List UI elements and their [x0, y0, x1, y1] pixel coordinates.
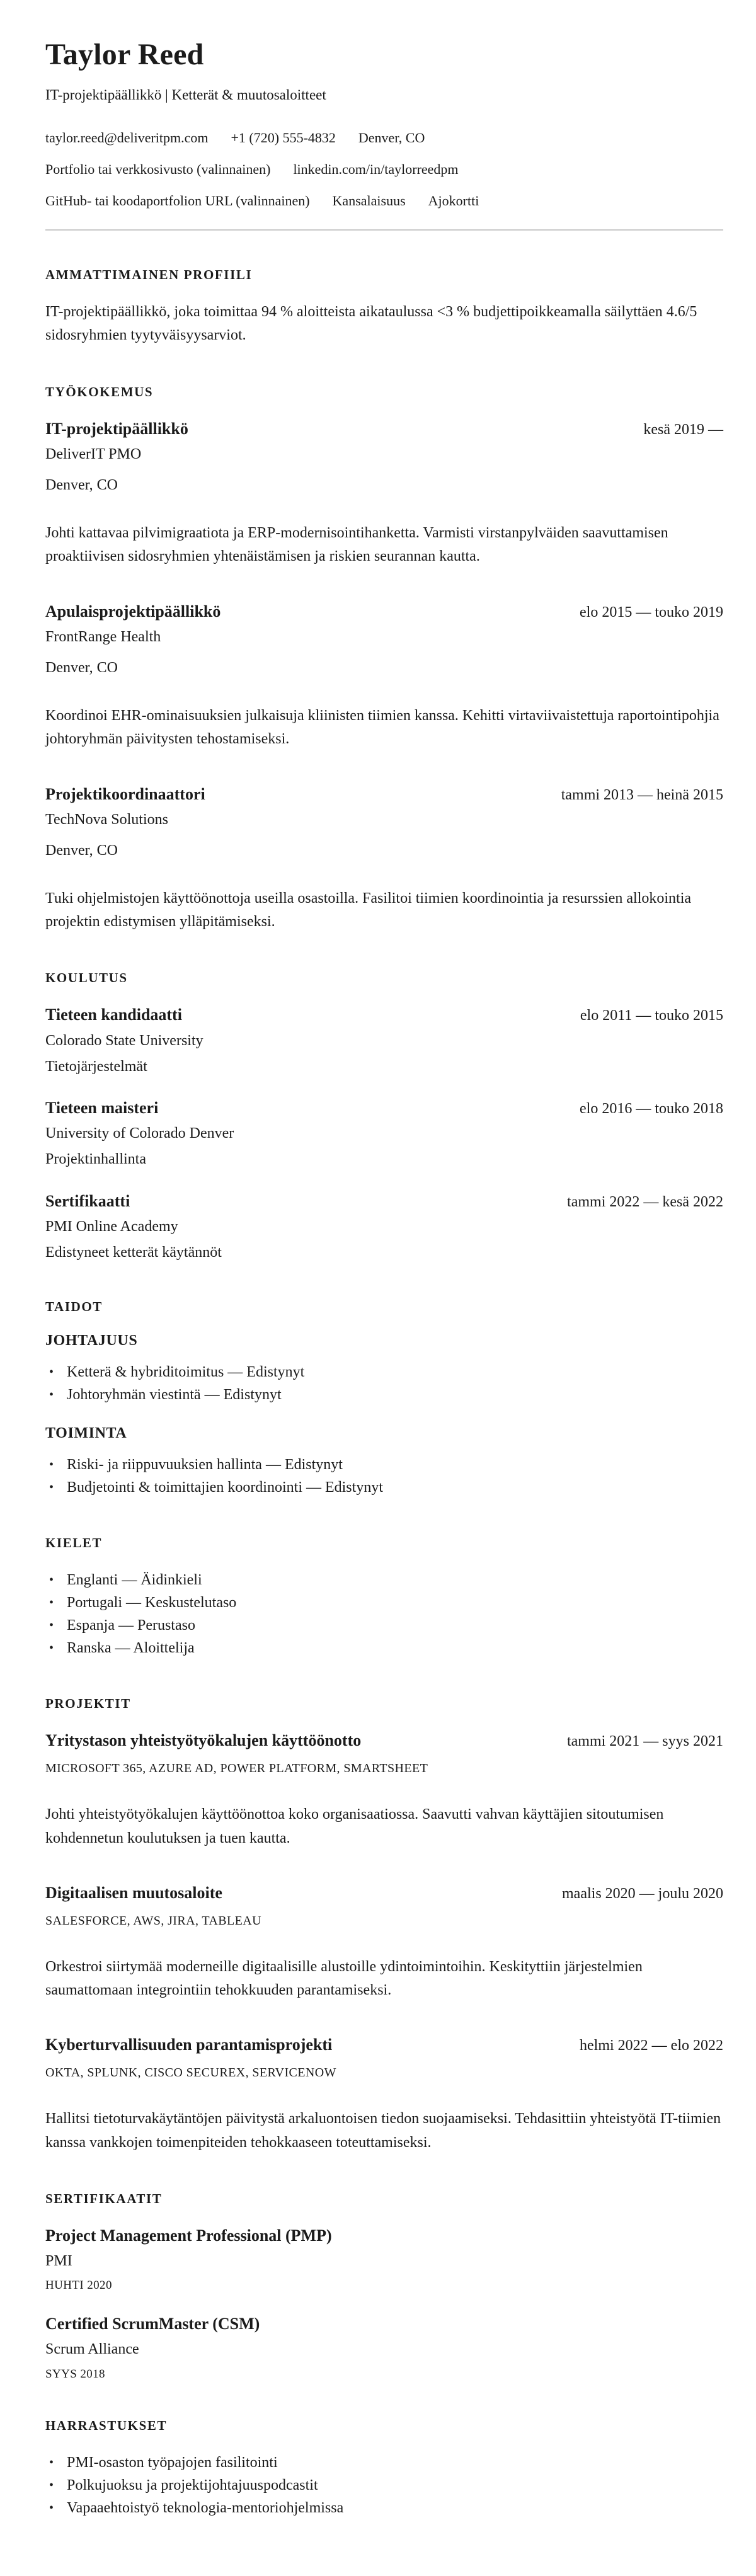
skill-group-title: JOHTAJUUS	[45, 1332, 138, 1349]
school-name: Colorado State University	[45, 1032, 203, 1049]
contact-item-email: taylor.reed@deliveritpm.com	[45, 130, 209, 146]
hobby-item: • PMI-osaston työpajojen fasilitointi	[45, 2451, 723, 2474]
project-entry	[45, 1731, 723, 1850]
profile-summary: IT-projektipäällikkö, joka toimittaa 94 % aloitteista aikataulussa <3 % budjettipoikkeamalla säilyttäen 4.6/5 sidosryhmien tyytyväisyysarviot.	[45, 304, 697, 344]
job-location: Denver, CO	[45, 842, 118, 859]
language-item: • Portugali — Keskustelutaso	[45, 1591, 723, 1614]
certification-date: HUHTI 2020	[45, 2279, 112, 2293]
job-title-row	[45, 784, 723, 804]
section-heading-experience: TYÖKOKEMUS	[45, 384, 154, 399]
resume-headline: IT-projektipäällikkö | Ketterät & muutosaloitteet	[45, 87, 326, 103]
job-description: Johti kattavaa pilvimigraatiota ja ERP-modernisointihanketta. Varmisti virstanpylväiden saavuttamisen proaktiivisen sidosryhmien yhtenäistämisen ja riskien seurannan kautta.	[45, 525, 668, 565]
hobby-list	[45, 2451, 723, 2519]
language-item: • Englanti — Äidinkieli	[45, 1569, 723, 1591]
project-description: Hallitsi tietoturvakäytäntöjen päivitystä arkaluontoisen tiedon suojaamiseksi. Tehdasittiin yhteistyötä IT-tiimien kanssa vankkojen toimenpiteiden tehokkaaseen toteuttamiseksi.	[45, 2110, 721, 2151]
job-dates: kesä 2019 —	[643, 421, 723, 438]
contact-item-phone: +1 (720) 555-4832	[231, 130, 336, 146]
job-entry	[45, 602, 723, 752]
project-title: Yritystason yhteistyötyökalujen käyttöönotto	[45, 1731, 362, 1750]
section-hobbies	[45, 2418, 723, 2519]
contact-item-location: Denver, CO	[358, 130, 425, 146]
hobby-item: • Vapaaehtoistyö teknologia-mentoriohjelmissa	[45, 2497, 723, 2519]
skill-group	[45, 1332, 723, 1406]
education-entry	[45, 1005, 723, 1077]
job-title: Projektikoordinaattori	[45, 784, 205, 803]
section-heading-education: KOULUTUS	[45, 970, 128, 986]
certification-org: PMI	[45, 2253, 72, 2270]
section-languages	[45, 1535, 723, 1659]
project-title-row	[45, 2035, 723, 2054]
job-title-row	[45, 419, 723, 438]
section-skills	[45, 1299, 723, 1499]
job-title: Apulaisprojektipäällikkö	[45, 602, 221, 621]
certification-entry	[45, 2314, 723, 2381]
degree-title: Tieteen kandidaatti	[45, 1005, 182, 1024]
project-entry	[45, 1883, 723, 2003]
section-projects	[45, 1696, 723, 2155]
education-title-row	[45, 1098, 723, 1118]
resume-header	[45, 39, 723, 231]
field-of-study: Edistyneet ketterät käytännöt	[45, 1244, 222, 1261]
education-dates: elo 2016 — touko 2018	[580, 1101, 723, 1118]
project-dates: maalis 2020 — joulu 2020	[562, 1885, 723, 1902]
project-description: Johti yhteistyötyökalujen käyttöönottoa koko organisaatiossa. Saavutti vahvan käyttäjien sitoutumisen kohdennetun koulutuksen ja tuen kautta.	[45, 1806, 664, 1846]
skill-item: • Budjetointi & toimittajien koordinointi — Edistynyt	[45, 1476, 723, 1499]
section-heading-hobbies: HARRASTUKSET	[45, 2417, 168, 2433]
job-dates: tammi 2013 — heinä 2015	[561, 786, 723, 803]
skill-item: • Johtoryhmän viestintä — Edistynyt	[45, 1383, 723, 1406]
project-dates: tammi 2021 — syys 2021	[566, 1733, 723, 1750]
skill-item: • Ketterä & hybriditoimitus — Edistynyt	[45, 1361, 723, 1383]
skill-item: • Riski- ja riippuvuuksien hallinta — Edistynyt	[45, 1453, 723, 1476]
project-stack: MICROSOFT 365, AZURE AD, POWER PLATFORM, SMARTSHEET	[45, 1761, 428, 1776]
job-location: Denver, CO	[45, 477, 118, 494]
certification-title: Project Management Professional (PMP)	[45, 2226, 332, 2245]
section-experience	[45, 384, 723, 934]
skill-group-title: TOIMINTA	[45, 1425, 127, 1442]
language-item: • Espanja — Perustaso	[45, 1614, 723, 1637]
degree-title: Sertifikaatti	[45, 1191, 130, 1210]
section-education	[45, 970, 723, 1262]
section-profile	[45, 267, 723, 347]
project-entry	[45, 2035, 723, 2155]
job-title-row	[45, 602, 723, 621]
job-title: IT-projektipäällikkö	[45, 419, 188, 438]
contact-item-github: GitHub- tai koodaportfolion URL (valinnainen)	[45, 193, 310, 209]
education-dates: tammi 2022 — kesä 2022	[567, 1193, 723, 1210]
contact-row-2	[45, 160, 723, 179]
job-location: Denver, CO	[45, 659, 118, 676]
project-title: Digitaalisen muutosaloite	[45, 1883, 222, 1902]
job-entry	[45, 784, 723, 934]
certification-entry	[45, 2226, 723, 2293]
education-dates: elo 2011 — touko 2015	[580, 1007, 723, 1024]
education-title-row	[45, 1005, 723, 1024]
project-stack: OKTA, SPLUNK, CISCO SECUREX, SERVICENOW	[45, 2066, 336, 2080]
job-description: Tuki ohjelmistojen käyttöönottoja useilla osastoilla. Fasilitoi tiimien koordinointia ja resurssien allokointia projektin edistymisen ylläpitämiseksi.	[45, 890, 692, 930]
education-title-row	[45, 1191, 723, 1211]
job-company: FrontRange Health	[45, 628, 161, 645]
field-of-study: Tietojärjestelmät	[45, 1058, 147, 1075]
header-divider	[45, 229, 723, 231]
job-entry	[45, 419, 723, 569]
contact-row-3	[45, 192, 723, 210]
contact-item-driving-license: Ajokortti	[428, 193, 479, 209]
education-entry	[45, 1191, 723, 1263]
project-description: Orkestroi siirtymää moderneille digitaalisille alustoille ydintoimintoihin. Keskityttiin järjestelmien saumattomaan integrointiin tehokkuuden parantamiseksi.	[45, 1958, 643, 1999]
skill-list	[45, 1453, 723, 1499]
section-heading-certifications: SERTIFIKAATIT	[45, 2190, 163, 2206]
section-heading-projects: PROJEKTIT	[45, 1696, 131, 1712]
school-name: PMI Online Academy	[45, 1218, 178, 1235]
project-title-row	[45, 1883, 723, 1903]
section-heading-profile: AMMATTIMAINEN PROFIILI	[45, 267, 253, 283]
certification-org: Scrum Alliance	[45, 2341, 139, 2358]
contact-item-portfolio: Portfolio tai verkkosivusto (valinnainen)	[45, 161, 271, 178]
language-item: • Ranska — Aloittelija	[45, 1637, 723, 1659]
hobby-item: • Polkujuoksu ja projektijohtajuuspodcastit	[45, 2474, 723, 2497]
project-title: Kyberturvallisuuden parantamisprojekti	[45, 2035, 333, 2054]
field-of-study: Projektinhallinta	[45, 1151, 146, 1168]
section-certifications	[45, 2191, 723, 2381]
resume-name: Taylor Reed	[45, 38, 204, 71]
contact-item-linkedin: linkedin.com/in/taylorreedpm	[293, 161, 459, 178]
project-stack: SALESFORCE, AWS, JIRA, TABLEAU	[45, 1913, 261, 1928]
section-heading-skills: TAIDOT	[45, 1299, 103, 1315]
skill-list	[45, 1361, 723, 1406]
job-company: DeliverIT PMO	[45, 445, 142, 462]
project-title-row	[45, 1731, 723, 1750]
certification-title: Certified ScrumMaster (CSM)	[45, 2315, 260, 2333]
job-dates: elo 2015 — touko 2019	[580, 604, 723, 621]
school-name: University of Colorado Denver	[45, 1125, 234, 1142]
project-dates: helmi 2022 — elo 2022	[580, 2037, 723, 2054]
certification-date: SYYS 2018	[45, 2367, 105, 2381]
job-description: Koordinoi EHR-ominaisuuksien julkaisuja kliinisten tiimien kanssa. Kehitti virtaviivaistettuja raportointipohjia johtoryhmän päivitysten tehostamiseksi.	[45, 707, 719, 748]
section-heading-languages: KIELET	[45, 1535, 103, 1551]
education-entry	[45, 1098, 723, 1170]
language-list	[45, 1569, 723, 1659]
contact-item-citizenship: Kansalaisuus	[332, 193, 406, 209]
skill-group	[45, 1425, 723, 1499]
degree-title: Tieteen maisteri	[45, 1099, 159, 1118]
job-company: TechNova Solutions	[45, 811, 168, 828]
contact-row-1	[45, 129, 723, 147]
